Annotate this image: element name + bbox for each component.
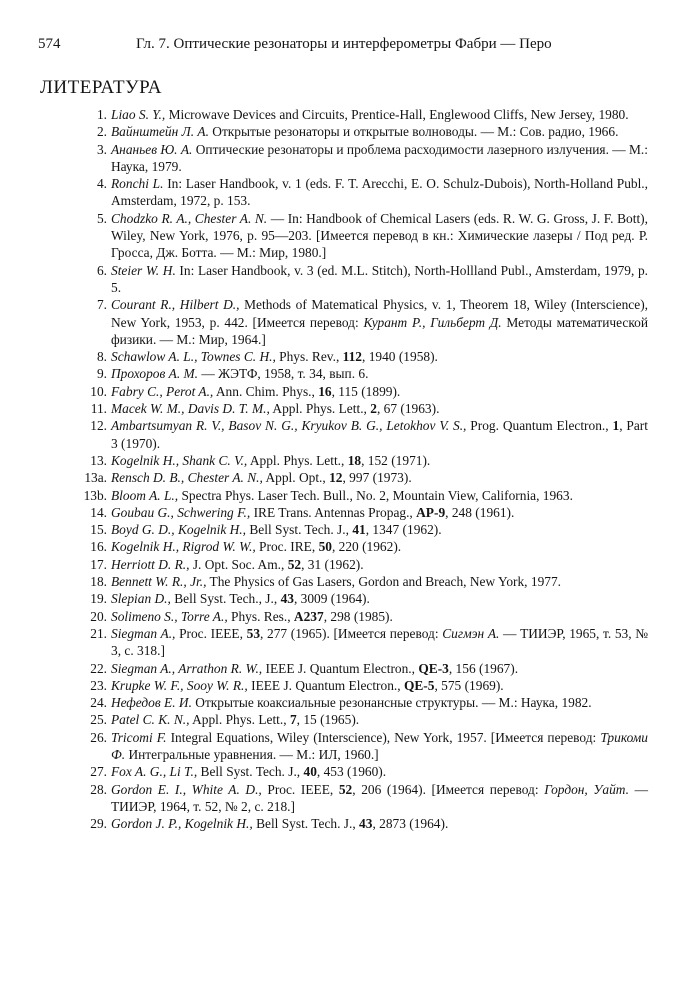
reference-item	[0, 400, 648, 417]
reference-text-continued: Интегральные уравнения. — М.: ИЛ, 1960.]	[125, 746, 379, 762]
page-header	[38, 34, 678, 54]
reference-item	[0, 590, 648, 607]
page-number: 574	[38, 36, 61, 52]
reference-authors: Kogelnik H., Shank C. V.,	[111, 452, 248, 468]
reference-item	[0, 781, 648, 816]
reference-authors: Bennett W. R., Jr.,	[111, 574, 207, 590]
reference-text: Spectra Phys. Laser Tech. Bull., No. 2, Mountain View, California, 1963.	[178, 487, 573, 503]
reference-text: Microwave Devices and Circuits, Prentice-Hall, Englewood Cliffs, New Jersey, 1980.	[165, 107, 629, 122]
reference-item	[0, 556, 648, 573]
reference-authors: Прохоров А. М.	[111, 366, 199, 382]
reference-text-continued: , 67 (1963).	[376, 401, 440, 417]
reference-volume: 52	[338, 781, 353, 797]
reference-item	[0, 210, 648, 262]
reference-text-continued: , 1940 (1958).	[362, 349, 438, 365]
reference-authors: Herriott D. R.,	[111, 556, 190, 572]
reference-volume: A237	[293, 608, 324, 624]
reference-volume: QE-3	[418, 660, 449, 676]
reference-text-continued: , 15 (1965).	[296, 712, 360, 728]
reference-number: 18.	[90, 574, 107, 590]
reference-authors: Steier W. H.	[111, 262, 176, 278]
reference-number: 14.	[90, 504, 107, 520]
reference-number: 28.	[90, 781, 107, 797]
reference-authors: Boyd G. D., Kogelnik H.,	[111, 522, 246, 538]
reference-text: IEEE J. Quantum Electron.,	[262, 660, 419, 676]
reference-authors: Gordon J. P., Kogelnik H.,	[111, 816, 253, 832]
reference-authors: Gordon E. I., White A. D.,	[111, 781, 262, 797]
reference-authors: Macek W. M., Davis D. T. M.,	[111, 401, 270, 417]
reference-text-continued: , 298 (1985).	[323, 608, 393, 624]
reference-number: 5.	[96, 210, 107, 226]
reference-number: 6.	[96, 262, 107, 278]
reference-authors: Patel C. K. N.,	[111, 712, 190, 728]
reference-authors: Нефедов Е. И.	[111, 695, 192, 711]
reference-item	[0, 175, 648, 210]
reference-text: Bell Syst. Tech., J.,	[170, 591, 281, 607]
reference-volume: 50	[318, 539, 332, 555]
reference-number: 21.	[90, 625, 107, 641]
reference-text: Appl. Phys. Lett.,	[189, 712, 290, 728]
reference-text: IEEE J. Quantum Electron.,	[247, 677, 404, 693]
reference-text-continued: , 997 (1973).	[342, 470, 412, 486]
reference-number: 27.	[90, 764, 107, 780]
reference-text: J. Opt. Soc. Am.,	[189, 556, 288, 572]
reference-text: Bell Syst. Tech. J.,	[246, 522, 353, 538]
reference-authors: Ambartsumyan R. V., Basov N. G., Kryukov B. G., Letokhov V. S.,	[111, 418, 467, 434]
reference-text: Открытые коаксиальные резонансные структуры. — М.: Наука, 1982.	[191, 695, 592, 711]
reference-text-continued: , 152 (1971).	[361, 452, 431, 468]
reference-number: 2.	[96, 124, 107, 140]
reference-authors: Вайнштейн Л. А.	[111, 124, 209, 140]
reference-number: 4.	[96, 176, 107, 192]
reference-number: 13b.	[83, 487, 107, 503]
reference-volume: 43	[359, 816, 373, 832]
reference-text: Bell Syst. Tech. J.,	[197, 764, 304, 780]
reference-number: 19.	[90, 591, 107, 607]
reference-item	[0, 573, 648, 590]
reference-number: 23.	[90, 677, 107, 693]
reference-authors: Fox A. G., Li T.,	[111, 764, 198, 780]
reference-item	[0, 677, 648, 694]
reference-volume: 112	[342, 349, 363, 365]
reference-text-continued: , 115 (1899).	[331, 383, 401, 399]
reference-volume: 40	[303, 764, 317, 780]
reference-authors: Liao S. Y.,	[111, 107, 166, 122]
reference-number: 16.	[90, 539, 107, 555]
running-head: Гл. 7. Оптические резонаторы и интерферометры Фабри — Перо	[136, 36, 552, 52]
reference-item	[0, 711, 648, 728]
reference-text-continued: , 1347 (1962).	[365, 522, 442, 538]
reference-number: 13.	[90, 452, 107, 468]
reference-volume: 41	[352, 522, 366, 538]
reference-text-continued: , 2873 (1964).	[372, 816, 449, 832]
reference-number: 26.	[90, 729, 107, 745]
reference-volume: QE-5	[403, 677, 435, 693]
reference-text: — ЖЭТФ, 1958, т. 34, вып. 6.	[198, 366, 369, 382]
reference-number: 11.	[90, 401, 107, 417]
reference-text: IRE Trans. Antennas Propag.,	[250, 504, 417, 520]
reference-number: 13a.	[84, 470, 107, 486]
reference-authors: Siegman A., Arrathon R. W.,	[111, 660, 263, 676]
reference-authors: Schawlow A. L., Townes C. H.,	[111, 349, 276, 365]
reference-item	[0, 296, 648, 348]
reference-authors: Solimeno S., Torre A.,	[111, 608, 228, 624]
reference-item	[0, 763, 648, 780]
reference-authors: Fabry C., Perot A.,	[111, 383, 214, 399]
reference-volume: 18	[347, 452, 362, 468]
reference-authors: Bloom A. L.,	[111, 487, 179, 503]
reference-text-continued: , 3009 (1964).	[293, 591, 370, 607]
reference-authors: Chodzko R. A., Chester A. N.	[111, 210, 268, 226]
reference-item	[0, 417, 648, 452]
reference-item	[0, 521, 648, 538]
reference-number: 20.	[90, 608, 107, 624]
reference-text: Appl. Opt.,	[262, 470, 330, 486]
reference-text: Ann. Chim. Phys.,	[213, 383, 319, 399]
reference-text: Proc. IEEE,	[175, 625, 247, 641]
reference-text: Proc. IRE,	[255, 539, 319, 555]
reference-number: 8.	[96, 349, 107, 365]
reference-number: 22.	[90, 660, 107, 676]
reference-text: In: Laser Handbook, v. 1 (eds. F. T. Arecchi, E. O. Schulz-Dubois), North-Holland Publ., Amsterdam, 1972, p. 153.	[111, 176, 649, 209]
reference-text-continued: , 31 (1962).	[301, 556, 364, 572]
reference-volume: 7	[289, 712, 297, 728]
reference-item	[0, 365, 648, 382]
reference-item	[0, 452, 648, 469]
reference-text-continued: Методы математической физики. — М.: Мир, 1964.]	[111, 314, 649, 347]
reference-item	[0, 729, 648, 764]
reference-volume: 2	[370, 401, 377, 417]
reference-authors: Krupke W. F., Sooy W. R.,	[111, 677, 248, 693]
reference-number: 3.	[96, 141, 107, 157]
reference-number: 1.	[96, 107, 107, 122]
reference-volume: AP-9	[416, 504, 446, 520]
reference-text: — In: Handbook of Chemical Lasers (eds. R. W. G. Gross, J. F. Bott), Wiley, New York, 1976, p. 95—203. [Имеется перевод в кн.: Химические лазеры / Под ред. Р. Гросса, Дж. Ботта. — М.: Мир, 1980.]	[111, 210, 648, 261]
reference-item	[0, 348, 648, 365]
reference-item	[0, 608, 648, 625]
reference-translation-authors: Трикоми Ф.	[111, 729, 648, 762]
reference-number: 15.	[90, 522, 107, 538]
reference-number: 29.	[90, 816, 107, 832]
reference-text-continued: , 206 (1964). [Имеется перевод:	[352, 781, 545, 797]
reference-volume: 43	[280, 591, 294, 607]
reference-item	[0, 538, 648, 555]
reference-authors: Slepian D.,	[111, 591, 171, 607]
reference-item	[0, 383, 648, 400]
reference-translation-authors: Сигмэн А.	[442, 625, 500, 641]
reference-number: 10.	[90, 383, 107, 399]
reference-text-continued: , Part 3 (1970).	[111, 418, 648, 451]
reference-authors: Kogelnik H., Rigrod W. W.,	[111, 539, 256, 555]
reference-volume: 12	[329, 470, 343, 486]
reference-text: Integral Equations, Wiley (Interscience), New York, 1957. [Имеется перевод:	[166, 729, 601, 745]
reference-text-continued: , 453 (1960).	[316, 764, 387, 780]
reference-text: Methods of Matematical Physics, v. 1, Theorem 18, Wiley (Interscience), New York, 1953, p. 442. [Имеется перевод:	[111, 297, 648, 330]
reference-text: Открытые резонаторы и открытые волноводы. — М.: Сов. радио, 1966.	[208, 124, 619, 140]
reference-text: Bell Syst. Tech. J.,	[252, 816, 360, 832]
reference-text-continued: , 156 (1967).	[448, 660, 519, 676]
reference-text: In: Laser Handbook, v. 3 (ed. M.L. Stitch), North-Hollland Publ., Amsterdam, 1979, p. 5.	[111, 262, 648, 295]
reference-text-continued: , 248 (1961).	[445, 504, 515, 520]
reference-text-continued: , 277 (1965). [Имеется перевод:	[260, 625, 443, 641]
reference-volume: 1	[612, 418, 620, 434]
reference-number: 25.	[90, 712, 107, 728]
reference-text-continued: , 220 (1962).	[331, 539, 402, 555]
reference-authors: Courant R., Hilbert D.,	[111, 297, 240, 313]
reference-authors: Ronchi L.	[111, 176, 164, 192]
reference-number: 12.	[90, 418, 107, 434]
reference-text-end: — ТИИЭР, 1964, т. 52, № 2, с. 218.]	[111, 781, 648, 814]
reference-text: Appl. Phys. Lett.,	[269, 401, 371, 417]
reference-item	[0, 262, 648, 297]
reference-authors: Rensch D. B., Chester A. N.,	[111, 470, 263, 486]
reference-translation-authors: Гордон, Уайт.	[544, 781, 629, 797]
reference-item	[0, 815, 648, 832]
reference-item	[0, 694, 648, 711]
reference-number: 17.	[90, 556, 107, 572]
reference-item	[0, 504, 648, 521]
reference-item	[0, 123, 648, 140]
reference-text: Phys. Res.,	[227, 608, 294, 624]
section-title: ЛИТЕРАТУРА	[40, 77, 162, 98]
reference-item	[0, 469, 648, 486]
reference-volume: 16	[318, 383, 332, 399]
reference-text: Proc. IEEE,	[261, 781, 339, 797]
reference-authors: Siegman A.,	[111, 625, 176, 641]
reference-item	[0, 487, 648, 504]
reference-authors: Goubau G., Schwering F.,	[111, 504, 251, 520]
reference-authors: Tricomi F.	[111, 729, 167, 745]
reference-text: Оптические резонаторы и проблема расходимости лазерного излучения. — М.: Наука, 1979.	[111, 141, 648, 174]
reference-volume: 53	[246, 625, 261, 641]
reference-item	[0, 660, 648, 677]
reference-number: 9.	[96, 366, 107, 382]
reference-text: Phys. Rev.,	[275, 349, 343, 365]
reference-item	[0, 625, 648, 660]
reference-text: The Physics of Gas Lasers, Gordon and Breach, New York, 1977.	[206, 574, 562, 590]
reference-volume: 52	[287, 556, 302, 572]
reference-translation-authors: Курант Р., Гильберт Д.	[363, 314, 502, 330]
reference-text: Prog. Quantum Electron.,	[466, 418, 613, 434]
reference-item	[0, 141, 648, 176]
reference-text-end: — ТИИЭР, 1965, т. 53, № 3, с. 318.]	[111, 625, 649, 659]
reference-item	[0, 106, 648, 123]
reference-text: Appl. Phys. Lett.,	[247, 452, 348, 468]
reference-number: 24.	[90, 695, 107, 711]
reference-number: 7.	[96, 297, 107, 313]
reference-list	[0, 106, 696, 832]
reference-text-continued: , 575 (1969).	[434, 677, 504, 693]
reference-authors: Ананьев Ю. А.	[111, 141, 193, 157]
